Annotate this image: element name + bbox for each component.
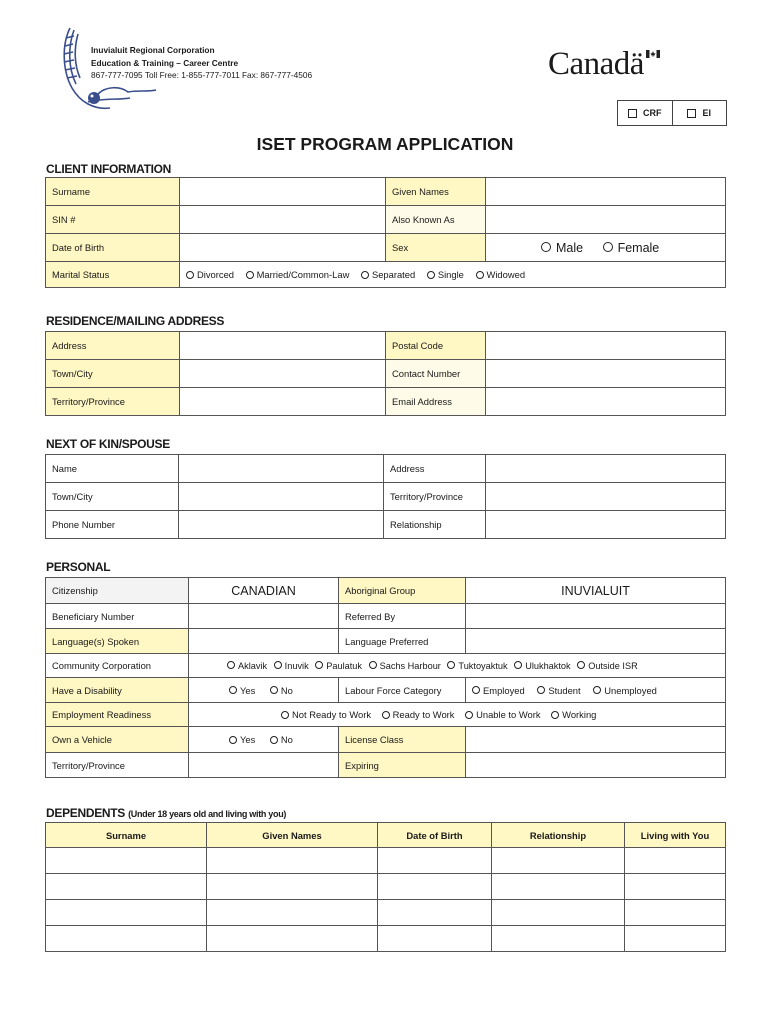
community-options <box>189 654 726 678</box>
vehicle-no-radio[interactable]: No <box>270 734 293 745</box>
expiring-label: Expiring <box>339 753 466 778</box>
dependent-cell[interactable] <box>378 926 492 952</box>
citizenship-field[interactable]: CANADIAN <box>189 578 339 604</box>
expiring-field[interactable] <box>466 753 726 778</box>
sex-female-radio[interactable]: Female <box>603 241 660 255</box>
marital-status-options <box>180 262 726 288</box>
dependent-cell[interactable] <box>207 926 378 952</box>
dependent-cell[interactable] <box>378 900 492 926</box>
employment-readiness-options <box>189 703 726 727</box>
dependent-cell[interactable] <box>378 874 492 900</box>
kin-table <box>45 454 726 539</box>
community-ulukhaktok-radio[interactable]: Ulukhaktok <box>514 661 570 671</box>
kin-heading: NEXT OF KIN/SPOUSE <box>46 437 170 451</box>
dependents-col-given-names: Given Names <box>207 823 378 848</box>
readiness-not-ready-radio[interactable]: Not Ready to Work <box>281 709 371 720</box>
aka-field[interactable] <box>486 206 726 234</box>
dependent-cell[interactable] <box>492 900 625 926</box>
personal-territory-label: Territory/Province <box>46 753 189 778</box>
ei-checkbox[interactable]: EI <box>672 101 727 125</box>
residence-table <box>45 331 726 416</box>
citizenship-label: Citizenship <box>46 578 189 604</box>
kin-name-label: Name <box>46 455 179 483</box>
license-class-label: License Class <box>339 727 466 753</box>
dependent-cell[interactable] <box>378 848 492 874</box>
labour-student-radio[interactable]: Student <box>537 685 580 696</box>
table-row <box>46 900 726 926</box>
table-row <box>46 848 726 874</box>
org-department: Education & Training – Career Centre <box>91 57 239 68</box>
labour-unemployed-radio[interactable]: Unemployed <box>593 685 657 696</box>
personal-heading: PERSONAL <box>46 560 111 574</box>
disability-label: Have a Disability <box>46 678 189 703</box>
given-names-field[interactable] <box>486 178 726 206</box>
dependent-cell[interactable] <box>625 900 726 926</box>
aboriginal-group-label: Aboriginal Group <box>339 578 466 604</box>
community-inuvik-radio[interactable]: Inuvik <box>274 661 309 671</box>
dependent-cell[interactable] <box>625 926 726 952</box>
languages-field[interactable] <box>189 629 339 654</box>
postal-code-field[interactable] <box>486 332 726 360</box>
labour-force-label: Labour Force Category <box>339 678 466 703</box>
sex-male-radio[interactable]: Male <box>541 241 583 255</box>
sin-field[interactable] <box>180 206 386 234</box>
page-title: ISET PROGRAM APPLICATION <box>256 134 514 154</box>
dependent-cell[interactable] <box>46 874 207 900</box>
org-name: Inuvialuit Regional Corporation <box>91 45 215 55</box>
readiness-unable-radio[interactable]: Unable to Work <box>465 709 540 720</box>
contact-number-field[interactable] <box>486 360 726 388</box>
dependents-table <box>45 822 726 952</box>
dependent-cell[interactable] <box>492 848 625 874</box>
kin-address-field[interactable] <box>486 455 726 483</box>
referred-by-field[interactable] <box>466 604 726 629</box>
referred-by-label: Referred By <box>339 604 466 629</box>
territory-field[interactable] <box>180 388 386 416</box>
marital-widowed-radio[interactable]: Widowed <box>476 269 526 280</box>
marital-single-radio[interactable]: Single <box>427 269 464 280</box>
dependent-cell[interactable] <box>492 926 625 952</box>
kin-territory-label: Territory/Province <box>384 483 486 511</box>
disability-yes-radio[interactable]: Yes <box>229 685 255 696</box>
dependent-cell[interactable] <box>625 874 726 900</box>
client-info-table <box>45 177 726 288</box>
kin-phone-label: Phone Number <box>46 511 179 539</box>
readiness-working-radio[interactable]: Working <box>551 709 596 720</box>
language-preferred-field[interactable] <box>466 629 726 654</box>
dependent-cell[interactable] <box>625 848 726 874</box>
marital-status-label: Marital Status <box>46 262 180 288</box>
disability-options <box>189 678 339 703</box>
kin-territory-field[interactable] <box>486 483 726 511</box>
dependents-col-surname: Surname <box>46 823 207 848</box>
dependents-header-row <box>46 823 726 848</box>
sin-label: SIN # <box>46 206 180 234</box>
kin-town-label: Town/City <box>46 483 179 511</box>
beneficiary-label: Beneficiary Number <box>46 604 189 629</box>
personal-table <box>45 577 726 778</box>
town-label: Town/City <box>46 360 180 388</box>
email-label: Email Address <box>386 388 486 416</box>
canada-flag-icon <box>646 50 660 58</box>
aka-label: Also Known As <box>386 206 486 234</box>
dependent-cell[interactable] <box>207 874 378 900</box>
sex-label: Sex <box>386 234 486 262</box>
dependent-cell[interactable] <box>46 926 207 952</box>
email-field[interactable] <box>486 388 726 416</box>
community-tuktoyaktuk-radio[interactable]: Tuktoyaktuk <box>447 661 507 671</box>
kin-relationship-label: Relationship <box>384 511 486 539</box>
territory-label: Territory/Province <box>46 388 180 416</box>
readiness-ready-radio[interactable]: Ready to Work <box>382 709 455 720</box>
vehicle-label: Own a Vehicle <box>46 727 189 753</box>
dependents-col-dob: Date of Birth <box>378 823 492 848</box>
disability-no-radio[interactable]: No <box>270 685 293 696</box>
community-paulatuk-radio[interactable]: Paulatuk <box>315 661 362 671</box>
vehicle-yes-radio[interactable]: Yes <box>229 734 255 745</box>
sex-options <box>486 234 726 262</box>
kin-address-label: Address <box>384 455 486 483</box>
community-label: Community Corporation <box>46 654 189 678</box>
labour-force-options <box>466 678 726 703</box>
kin-name-field[interactable] <box>179 455 384 483</box>
dependent-cell[interactable] <box>492 874 625 900</box>
beneficiary-field[interactable] <box>189 604 339 629</box>
marital-divorced-radio[interactable]: Divorced <box>186 269 234 280</box>
aboriginal-group-field[interactable]: INUVIALUIT <box>466 578 726 604</box>
dependents-note: (Under 18 years old and living with you) <box>128 809 287 819</box>
personal-territory-field[interactable] <box>189 753 339 778</box>
language-preferred-label: Language Preferred <box>339 629 466 654</box>
program-type-checkboxes <box>617 100 727 126</box>
surname-field[interactable] <box>180 178 386 206</box>
dependent-cell[interactable] <box>46 848 207 874</box>
dependent-cell[interactable] <box>207 848 378 874</box>
employment-readiness-label: Employment Readiness <box>46 703 189 727</box>
dependent-cell[interactable] <box>46 900 207 926</box>
dob-label: Date of Birth <box>46 234 180 262</box>
marital-separated-radio[interactable]: Separated <box>361 269 415 280</box>
dob-field[interactable] <box>180 234 386 262</box>
given-names-label: Given Names <box>386 178 486 206</box>
dependents-heading: DEPENDENTS (Under 18 years old and living with you) <box>46 806 287 820</box>
community-outside-isr-radio[interactable]: Outside ISR <box>577 661 638 671</box>
postal-code-label: Postal Code <box>386 332 486 360</box>
dependents-col-living-with-you: Living with You <box>625 823 726 848</box>
table-row <box>46 926 726 952</box>
table-row <box>46 874 726 900</box>
community-sachs-harbour-radio[interactable]: Sachs Harbour <box>369 661 441 671</box>
address-field[interactable] <box>180 332 386 360</box>
crf-checkbox[interactable]: CRF <box>618 101 672 125</box>
kin-relationship-field[interactable] <box>486 511 726 539</box>
license-class-field[interactable] <box>466 727 726 753</box>
surname-label: Surname <box>46 178 180 206</box>
client-info-heading: CLIENT INFORMATION <box>46 162 172 176</box>
kin-town-field[interactable] <box>179 483 384 511</box>
dependent-cell[interactable] <box>207 900 378 926</box>
town-field[interactable] <box>180 360 386 388</box>
marital-married-radio[interactable]: Married/Common-Law <box>246 269 350 280</box>
dependents-col-relationship: Relationship <box>492 823 625 848</box>
languages-label: Language(s) Spoken <box>46 629 189 654</box>
organization-block <box>91 44 312 82</box>
vehicle-options <box>189 727 339 753</box>
org-contact: 867-777-7095 Toll Free: 1-855-777-7011 Fax: 867-777-4506 <box>91 70 313 80</box>
labour-employed-radio[interactable]: Employed <box>472 685 525 696</box>
canada-wordmark: Canadä <box>548 46 644 82</box>
community-aklavik-radio[interactable]: Aklavik <box>227 661 267 671</box>
contact-number-label: Contact Number <box>386 360 486 388</box>
residence-heading: RESIDENCE/MAILING ADDRESS <box>46 314 225 328</box>
kin-phone-field[interactable] <box>179 511 384 539</box>
address-label: Address <box>46 332 180 360</box>
